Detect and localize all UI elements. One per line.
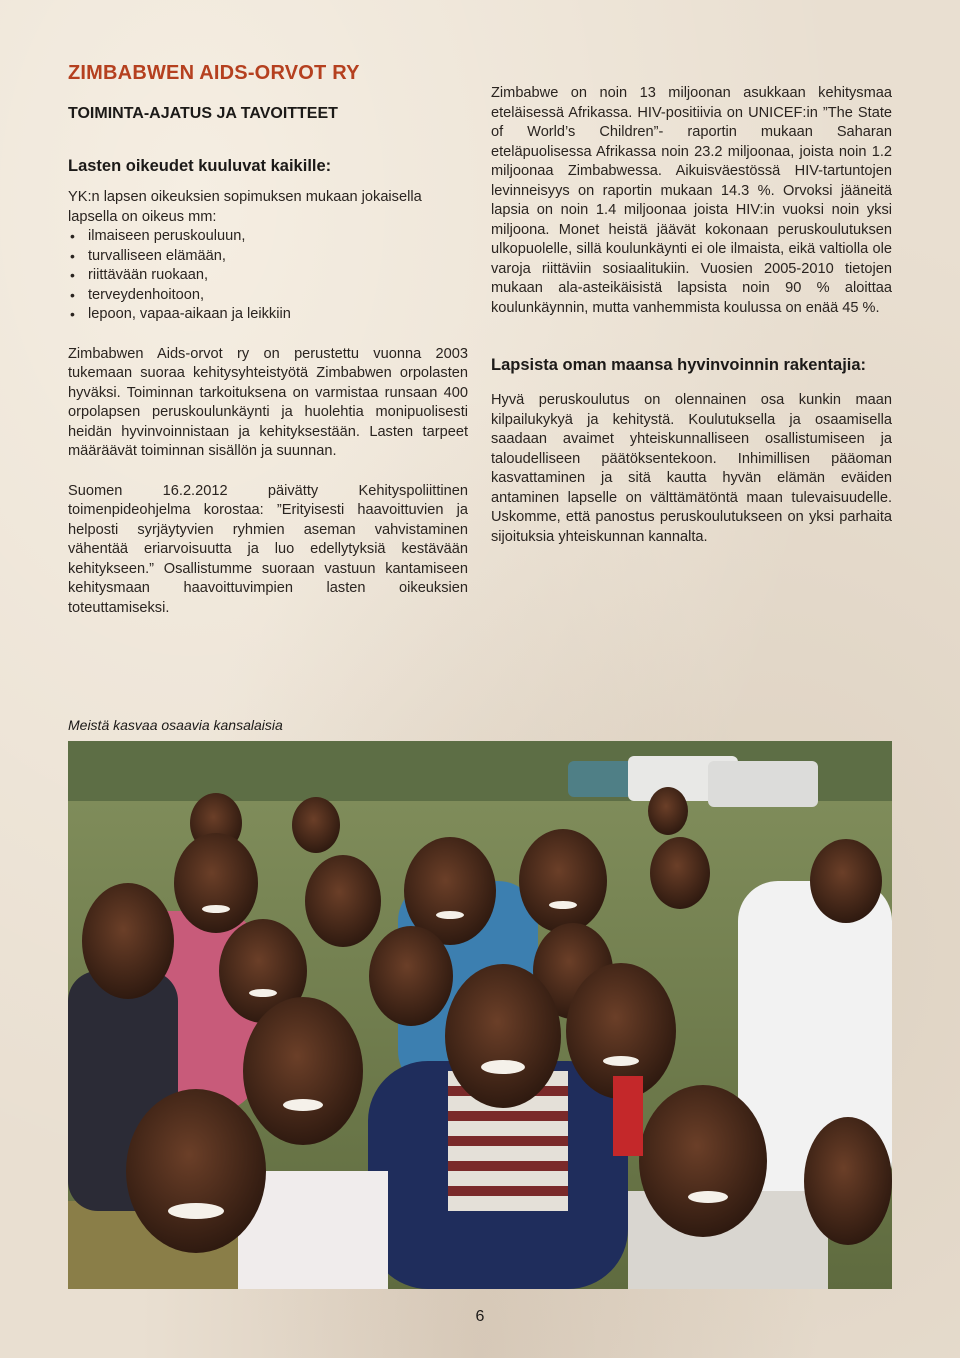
organization-paragraph: Zimbabwen Aids-orvot ry on perustettu vuonna 2003 tukemaan suoraa kehitysyhteistyötä Zimbabwen orpolasten hyväksi. Toiminnan tarkoituksena on varmistaa runsaan 400 orpolapsen peruskoulunkäynti ja huolehtia monipuolisesti heidän hyvinvoinnistaan ja kehityksestään. Lasten tarpeet määräävät toiminnan sisällön ja suunnan.	[68, 345, 468, 459]
wellbeing-paragraph: Hyvä peruskoulutus on olennainen osa kunkin maan kilpailukykyä ja kehitystä. Koulutuksella ja osaamisella saadaan avaimet yhteiskunnalliseen osallistumiseen ja taloudelliseen päätöksentekoon. Inhimillisen pääoman kasvattaminen ja sitä kautta hyvän elämän eväiden antaminen lapselle on välttämätöntä maan tulevaisuudelle. Uskomme, että panostus peruskoulutukseen on yksi parhaita sijoituksia yhteiskunnan kannalta.	[491, 392, 892, 545]
list-item: • terveydenhoitoon,	[68, 286, 468, 306]
list-item: • ilmaiseen peruskouluun,	[68, 227, 468, 247]
list-item: • lepoon, vapaa-aikaan ja leikkiin	[68, 305, 468, 325]
rights-heading: Lasten oikeudet kuuluvat kaikille:	[68, 157, 332, 175]
bullet-icon: •	[70, 306, 75, 322]
left-column	[68, 62, 468, 618]
organization-title: ZIMBABWEN AIDS-ORVOT RY	[68, 62, 360, 84]
wellbeing-heading: Lapsista oman maansa hyvinvoinnin rakentajia:	[491, 356, 867, 374]
bullet-icon: •	[70, 247, 75, 264]
children-group-photo	[68, 741, 892, 1289]
policy-paragraph: Suomen 16.2.2012 päivätty Kehityspoliittinen toimenpideohjelma korostaa: ”Erityisesti haavoittuvien ja helposti syrjäytyvien ryhmien aseman vahvistaminen vähentää eriarvoisuutta ja luo edellytyksiä kestävään kehitykseen.” Osallistumme suoraan vastuun kantamiseen kehitysmaan haavoittuvimpien lasten oikeuksien toteuttamiseksi.	[68, 482, 468, 616]
rights-list	[68, 227, 468, 325]
bullet-icon: •	[70, 228, 75, 244]
rights-intro: YK:n lapsen oikeuksien sopimuksen mukaan jokaisella lapsella on oikeus mm:	[68, 189, 422, 225]
page-number: 6	[475, 1308, 485, 1325]
right-column	[491, 84, 892, 547]
photo-caption: Meistä kasvaa osaavia kansalaisia	[68, 717, 283, 733]
bullet-icon: •	[70, 286, 75, 303]
mission-subtitle: TOIMINTA-AJATUS JA TAVOITTEET	[68, 105, 338, 122]
bullet-icon: •	[70, 267, 75, 283]
list-item: • riittävään ruokaan,	[68, 266, 468, 286]
list-item: • turvalliseen elämään,	[68, 247, 468, 267]
zimbabwe-facts-paragraph: Zimbabwe on noin 13 miljoonan asukkaan kehitysmaa eteläisessä Afrikassa. HIV-positiivia on UNICEF:in ”The State of World’s Children”- raportin mukaan Saharan eteläpuolisessa Afrikassa noin 23.2 miljoonaa, joista noin 1.2 miljoonaa Zimbabwessa. Aikuisväestössä HIV-tartuntojen levinneisyys on raportin mukaan 14.3 %. Orvoksi jääneitä lapsia on noin 1.4 miljoonaa joista HIV:in vuoksi noin yksi miljoona. Monet heistä jäävät kokonaan peruskoulutuksen ulkopuolelle, sillä koulunkäynti ei ole ilmaista, eikä valtiolla ole varoja riittäviin sosiaalitukiin. Vuosien 2005-2010 tietojen mukaan ala-asteikäisistä lapsista noin 90 % aloittaa koulunkäynnin, mutta vanhemmista koulussa on enää 45 %.	[491, 85, 892, 316]
